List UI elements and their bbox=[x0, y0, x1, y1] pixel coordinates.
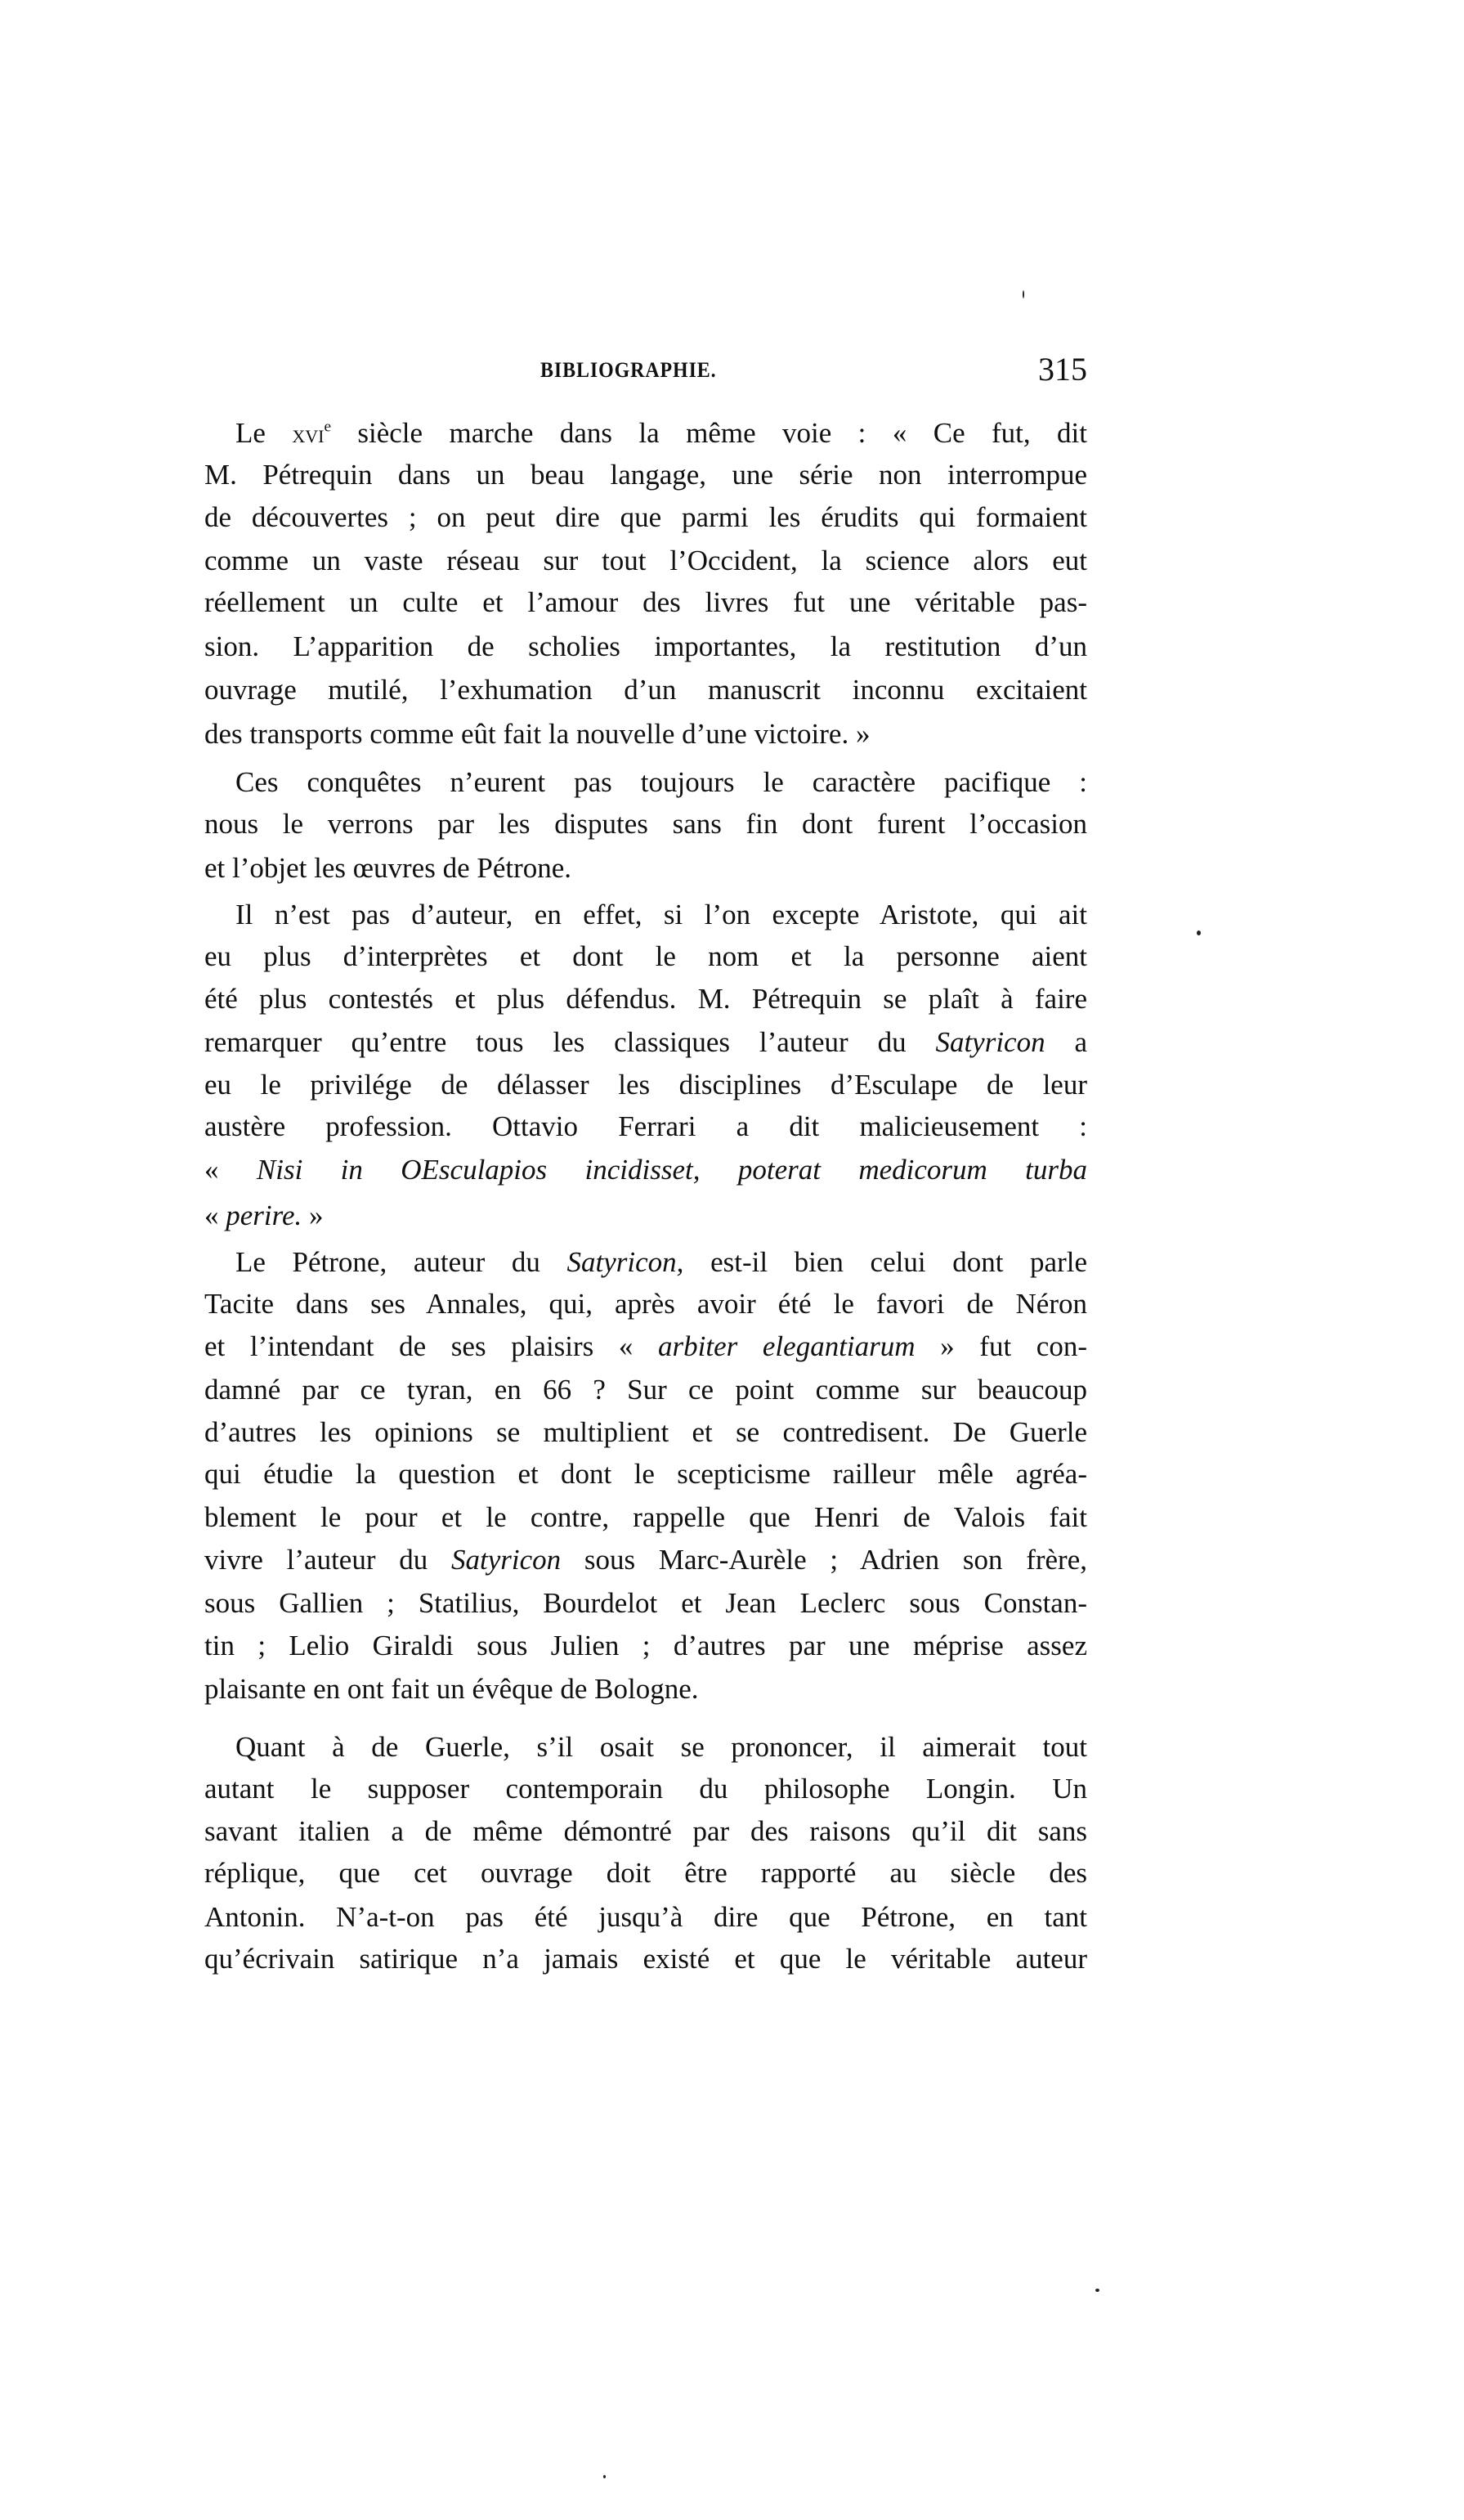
text-line: sous Gallien ; Statilius, Bourdelot et Jean Leclerc sous Constan- bbox=[204, 1587, 1087, 1619]
text-line: Quant à de Guerle, s’il osait se prononcer, il aimerait tout bbox=[235, 1731, 1087, 1763]
text-line: blement le pour et le contre, rappelle que Henri de Valois fait bbox=[204, 1501, 1087, 1533]
scan-speck bbox=[1023, 290, 1024, 298]
text-line: plaisante en ont fait un évêque de Bologne. bbox=[204, 1673, 699, 1705]
text-line: vivre l’auteur du Satyricon sous Marc-Aurèle ; Adrien son frère, bbox=[204, 1544, 1087, 1576]
italic-title: Satyricon bbox=[451, 1544, 562, 1576]
text-line: nous le verrons par les disputes sans fin dont furent l’occasion bbox=[204, 808, 1087, 840]
text-line: et l’objet les œuvres de Pétrone. bbox=[204, 852, 572, 884]
text-line: qu’écrivain satirique n’a jamais existé et que le véritable auteur bbox=[204, 1943, 1087, 1975]
running-head: BIBLIOGRAPHIE. bbox=[540, 358, 717, 382]
roman-numeral: xvi bbox=[292, 419, 325, 448]
text-line: Le xvi$^e$ siècle marche dans la même voie : « Ce fut, dit bbox=[235, 417, 1087, 449]
text-line: réellement un culte et l’amour des livres fut une véritable pas- bbox=[204, 586, 1087, 618]
text-line: autant le supposer contemporain du philosophe Longin. Un bbox=[204, 1773, 1087, 1805]
text-line: « perire. » bbox=[204, 1199, 324, 1231]
text-line: ouvrage mutilé, l’exhumation d’un manuscrit inconnu excitaient bbox=[204, 674, 1087, 706]
scan-speck bbox=[1095, 2289, 1099, 2292]
text-line: Il n’est pas d’auteur, en effet, si l’on excepte Aristote, qui ait bbox=[235, 899, 1087, 930]
text-line: comme un vaste réseau sur tout l’Occident, la science alors eut bbox=[204, 545, 1087, 576]
text-line: des transports comme eût fait la nouvelle d’une victoire. » bbox=[204, 718, 871, 750]
latin-quote: Nisi in OEsculapios incidisset, poterat medicorum turba bbox=[256, 1154, 1087, 1186]
text-line: tin ; Lelio Giraldi sous Julien ; d’autres par une méprise assez bbox=[204, 1630, 1087, 1661]
text-line: eu plus d’interprètes et dont le nom et la personne aient bbox=[204, 940, 1087, 972]
text-line: damné par ce tyran, en 66 ? Sur ce point comme sur beaucoup bbox=[204, 1374, 1087, 1406]
page-number: 315 bbox=[1038, 351, 1087, 388]
text-line: M. Pétrequin dans un beau langage, une série non interrompue bbox=[204, 459, 1087, 491]
text-line: réplique, que cet ouvrage doit être rapporté au siècle des bbox=[204, 1857, 1087, 1889]
text-line: Antonin. N’a-t-on pas été jusqu’à dire que Pétrone, en tant bbox=[204, 1901, 1087, 1933]
text-line: Ces conquêtes n’eurent pas toujours le caractère pacifique : bbox=[235, 766, 1087, 798]
superscript: e bbox=[324, 418, 331, 436]
text-line: de découvertes ; on peut dire que parmi les érudits qui formaient bbox=[204, 501, 1087, 533]
text-line: savant italien a de même démontré par des raisons qu’il dit sans bbox=[204, 1815, 1087, 1847]
scan-speck bbox=[1197, 930, 1201, 935]
latin-quote: arbiter elegantiarum bbox=[658, 1330, 916, 1362]
text-line: et l’intendant de ses plaisirs « arbiter elegantiarum » fut con- bbox=[204, 1330, 1087, 1362]
text-line: Tacite dans ses Annales, qui, après avoir été le favori de Néron bbox=[204, 1288, 1087, 1320]
italic-title: Satyricon, bbox=[566, 1246, 684, 1278]
text-line: eu le privilége de délasser les disciplines d’Esculape de leur bbox=[204, 1069, 1087, 1101]
text-line: Le Pétrone, auteur du Satyricon, est-il bien celui dont parle bbox=[235, 1246, 1088, 1278]
text-line: d’autres les opinions se multiplient et se contredisent. De Guerle bbox=[204, 1416, 1087, 1448]
text-line: sion. L’apparition de scholies importantes, la restitution d’un bbox=[204, 630, 1087, 662]
latin-quote: perire. bbox=[226, 1199, 302, 1231]
scan-speck bbox=[603, 2475, 606, 2478]
italic-title: Satyricon bbox=[935, 1026, 1045, 1058]
text-line: austère profession. Ottavio Ferrari a dit malicieusement : bbox=[204, 1110, 1087, 1142]
text-line: qui étudie la question et dont le scepticisme railleur mêle agréa- bbox=[204, 1458, 1087, 1490]
text-line: été plus contestés et plus défendus. M. Pétrequin se plaît à faire bbox=[204, 983, 1087, 1015]
text-line: remarquer qu’entre tous les classiques l’auteur du Satyricon a bbox=[204, 1026, 1087, 1058]
text-line: « Nisi in OEsculapios incidisset, poterat medicorum turba bbox=[204, 1154, 1087, 1186]
